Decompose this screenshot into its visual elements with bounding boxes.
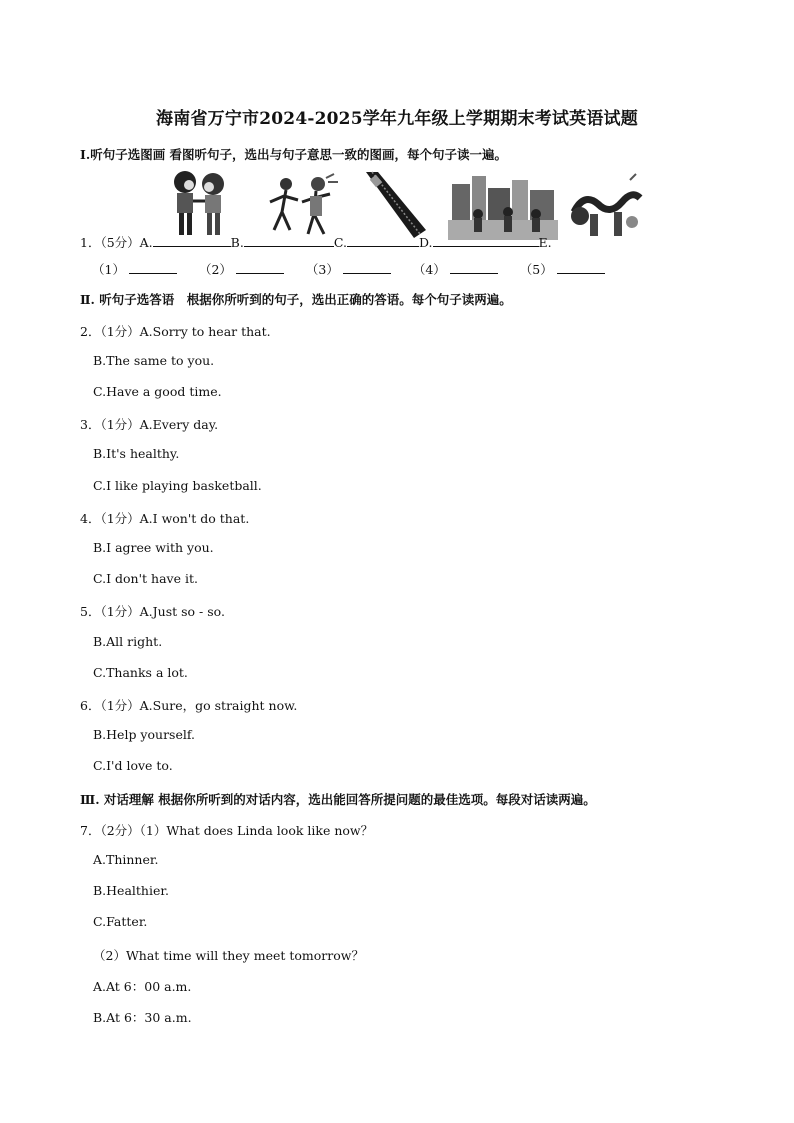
label-b: B.	[230, 235, 244, 250]
answer-blank-4[interactable]: （4）	[413, 260, 498, 278]
label-c: C.	[333, 235, 347, 250]
question-4-stem: 4．（1分）A.I won't do that.	[80, 511, 250, 526]
blank-line-b	[244, 234, 334, 247]
question-6-option-b[interactable]: B.Help yourself.	[93, 727, 196, 742]
picture-d-street-scene	[448, 170, 558, 240]
answer-blank-2[interactable]: （2）	[199, 260, 284, 278]
section-2-heading: Ⅱ. 听句子选答语 根据你所听到的句子，选出正确的答语。每个句子读两遍。	[80, 292, 512, 307]
blank-line-a	[153, 234, 231, 247]
answer-blanks-row	[92, 260, 623, 278]
page-title: 海南省万宁市2024-2025学年九年级上学期期末考试英语试题	[156, 109, 638, 129]
picture-e-dragon-dance	[570, 172, 646, 242]
question-4-option-c[interactable]: C.I don't have it.	[93, 571, 198, 586]
question-6-option-c[interactable]: C.I'd love to.	[93, 758, 173, 773]
question-7-1-option-c[interactable]: C.Fatter.	[93, 914, 148, 929]
section-1-heading: Ⅰ.听句子选图画 看图听句子，选出与句子意思一致的图画，每个句子读一遍。	[80, 147, 508, 162]
question-6-stem: 6．（1分）A.Sure，go straight now.	[80, 698, 298, 713]
question-2-option-b[interactable]: B.The same to you.	[93, 353, 215, 368]
question-3-option-c[interactable]: C.I like playing basketball.	[93, 478, 262, 493]
question-5-option-b[interactable]: B.All right.	[93, 634, 163, 649]
answer-blank-5[interactable]: （5）	[520, 260, 605, 278]
question-3-option-b[interactable]: B.It's healthy.	[93, 446, 180, 461]
label-d: D.	[418, 235, 433, 250]
blank-line-d	[433, 234, 539, 247]
question-7-2-stem: （2）What time will they meet tomorrow？	[93, 948, 364, 963]
label-e: E.	[538, 235, 552, 250]
picture-b-people-fighting	[256, 170, 346, 242]
question-1-row	[80, 233, 580, 251]
blank-line-c	[347, 234, 419, 247]
question-5-stem: 5．（1分）A.Just so - so.	[80, 604, 225, 619]
question-1-prefix: 1．（5分）A.	[80, 235, 153, 250]
question-4-option-b[interactable]: B.I agree with you.	[93, 540, 214, 555]
question-2-stem: 2．（1分）A.Sorry to hear that.	[80, 324, 271, 339]
picture-a-handshake	[163, 168, 243, 240]
picture-c-zipper	[358, 168, 430, 242]
question-2-option-c[interactable]: C.Have a good time.	[93, 384, 222, 399]
question-7-1-option-b[interactable]: B.Healthier.	[93, 883, 169, 898]
question-7-2-option-b[interactable]: B.At 6：30 a.m.	[93, 1010, 192, 1025]
question-5-option-c[interactable]: C.Thanks a lot.	[93, 665, 188, 680]
question-7-2-option-a[interactable]: A.At 6：00 a.m.	[93, 979, 192, 994]
question-3-stem: 3．（1分）A.Every day.	[80, 417, 219, 432]
question-7-stem: 7．（2分）（1）What does Linda look like now？	[80, 823, 374, 838]
question-7-1-option-a[interactable]: A.Thinner.	[93, 852, 159, 867]
answer-blank-1[interactable]: （1）	[92, 260, 177, 278]
section-3-heading: Ⅲ. 对话理解 根据你所听到的对话内容，选出能回答所提问题的最佳选项。每段对话读两遍。	[80, 792, 596, 807]
answer-blank-3[interactable]: （3）	[306, 260, 391, 278]
